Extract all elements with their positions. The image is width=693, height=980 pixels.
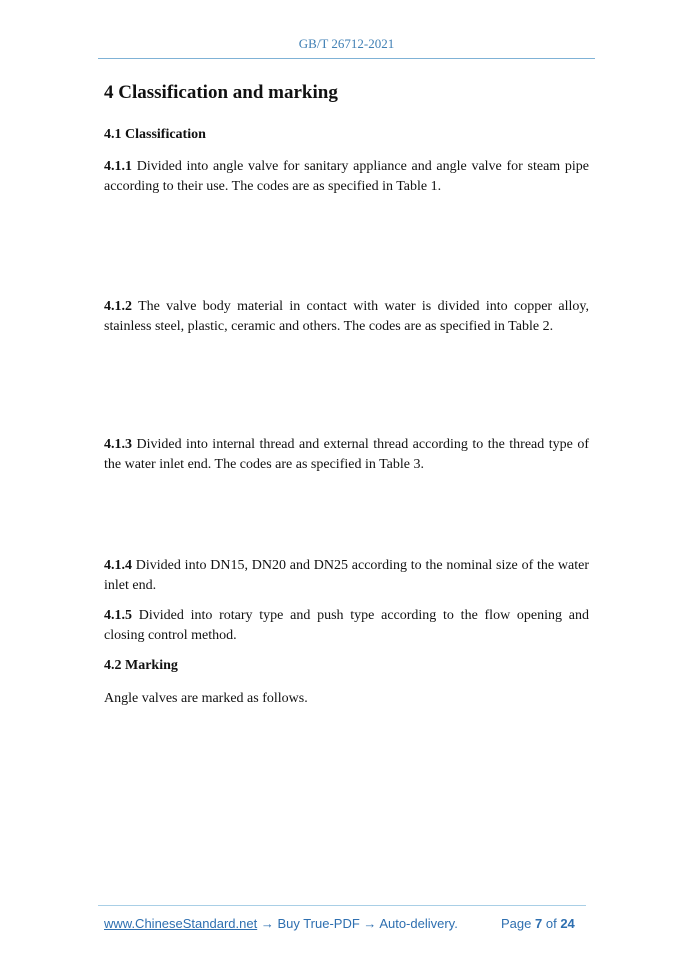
total-pages-number: 24 xyxy=(560,916,575,931)
clause-text: Divided into DN15, DN20 and DN25 according to the nominal size of the water inlet end. xyxy=(104,558,589,593)
website-link[interactable]: www.ChineseStandard.net xyxy=(104,916,258,931)
clause-4-1-2 xyxy=(104,297,589,337)
of-label: of xyxy=(545,916,557,931)
clause-4-1-1 xyxy=(104,157,589,197)
arrow-icon: → xyxy=(359,916,380,931)
clause-4-1-5 xyxy=(104,606,589,646)
clause-4-1-4 xyxy=(104,556,589,596)
marking-paragraph: Angle valves are marked as follows. xyxy=(104,691,308,706)
footer-divider xyxy=(98,905,586,906)
clause-number: 4.1.1 xyxy=(104,159,132,174)
subsection-heading-marking: 4.2 Marking xyxy=(104,658,178,673)
clause-4-1-3 xyxy=(104,435,589,475)
clause-text: Divided into rotary type and push type according to the flow opening and closing control method. xyxy=(104,608,589,643)
clause-number: 4.1.5 xyxy=(104,608,132,623)
section-heading: 4 Classification and marking xyxy=(104,82,338,103)
header-divider xyxy=(98,58,595,59)
clause-number: 4.1.3 xyxy=(104,437,132,452)
current-page-number: 7 xyxy=(535,916,543,931)
delivery-text: Auto-delivery. xyxy=(379,916,458,931)
clause-text: Divided into internal thread and external thread according to the thread type of the water inlet end. The codes are as specified in Table 3. xyxy=(104,437,589,472)
subsection-heading-classification: 4.1 Classification xyxy=(104,127,206,142)
footer-promo xyxy=(104,916,458,931)
clause-text: The valve body material in contact with water is divided into copper alloy, stainless steel, plastic, ceramic and others. The codes are as specified in Table 2. xyxy=(104,299,589,334)
clause-text: Divided into angle valve for sanitary appliance and angle valve for steam pipe according to their use. The codes are as specified in Table 1. xyxy=(104,159,589,194)
running-header: GB/T 26712-2021 xyxy=(298,36,395,51)
page-counter xyxy=(501,916,575,931)
buy-pdf-text: Buy True-PDF xyxy=(277,916,360,931)
arrow-icon: → xyxy=(257,916,278,931)
clause-number: 4.1.4 xyxy=(104,558,132,573)
page-label: Page xyxy=(501,916,532,931)
clause-number: 4.1.2 xyxy=(104,299,132,314)
